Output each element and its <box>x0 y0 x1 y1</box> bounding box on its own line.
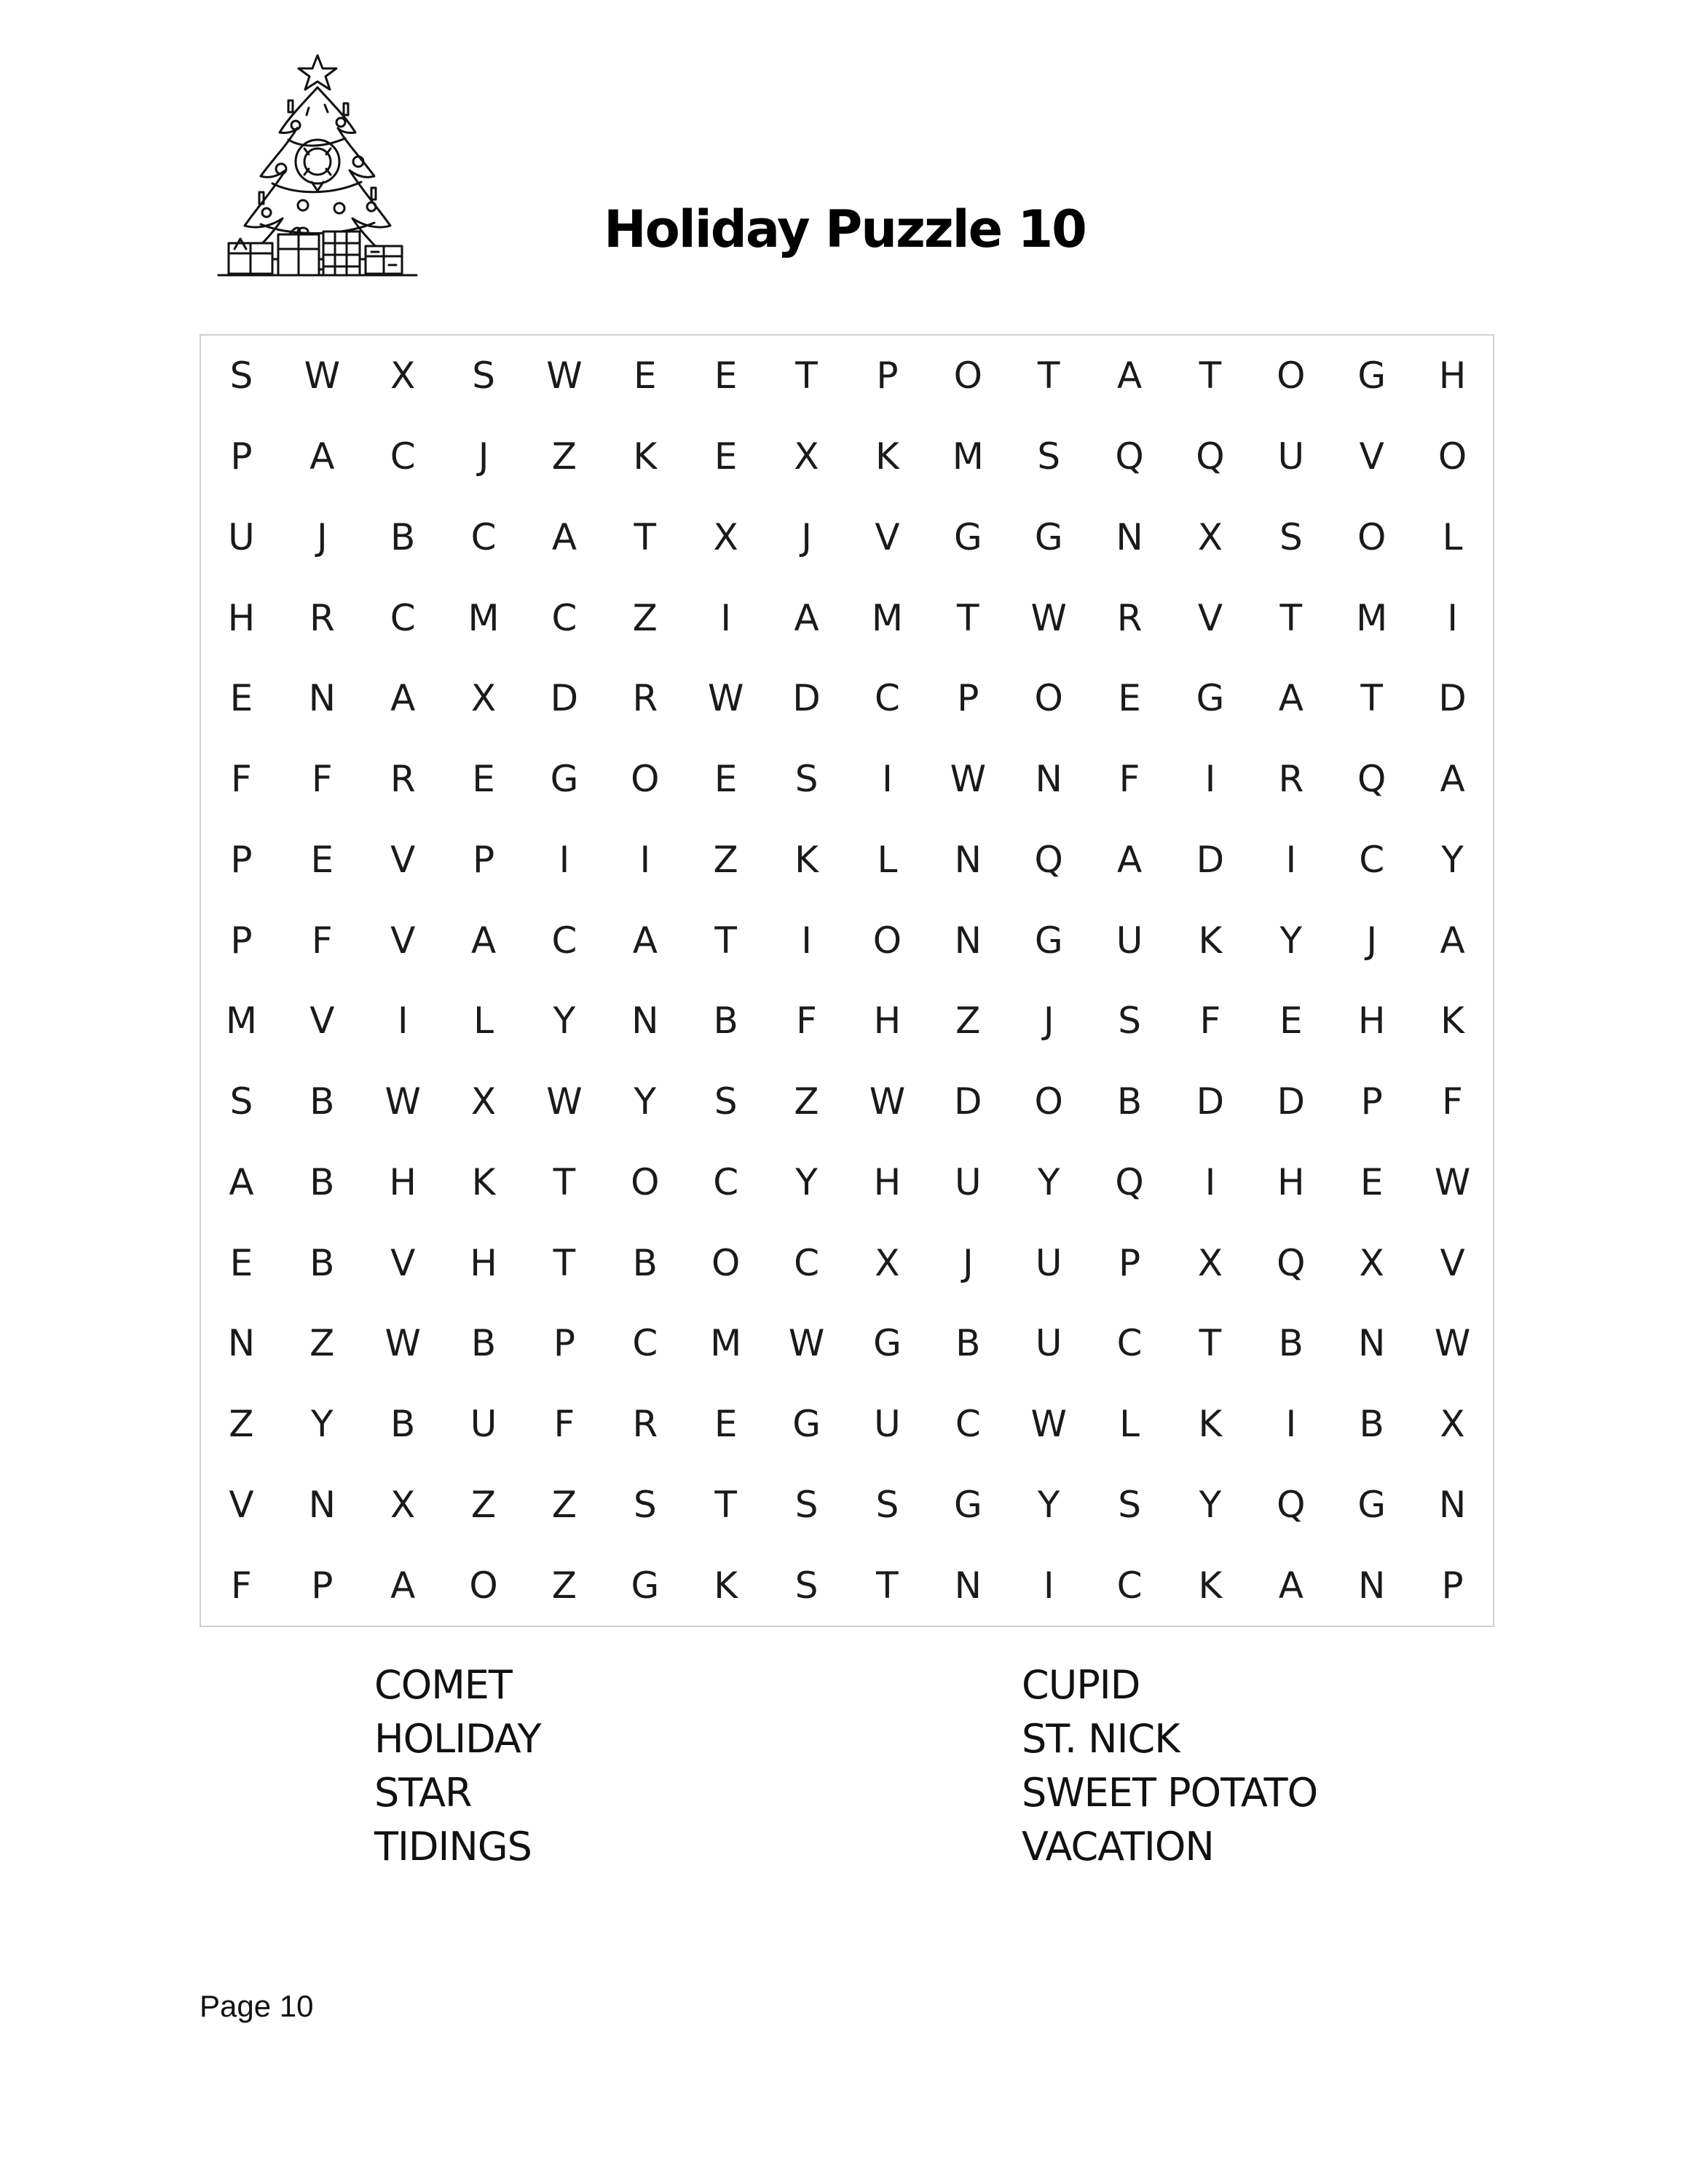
grid-cell[interactable]: N <box>1357 1322 1386 1365</box>
grid-cell[interactable]: L <box>877 838 898 881</box>
grid-cell[interactable]: H <box>1357 1000 1386 1042</box>
grid-cell[interactable]: U <box>1035 1322 1062 1365</box>
grid-cell[interactable]: S <box>794 758 819 801</box>
grid-cell[interactable]: B <box>1359 1403 1384 1446</box>
grid-cell[interactable]: F <box>231 1564 252 1607</box>
grid-cell[interactable]: C <box>1116 1322 1143 1365</box>
grid-cell[interactable]: O <box>1437 435 1467 478</box>
grid-cell[interactable]: T <box>1199 355 1222 397</box>
grid-cell[interactable]: F <box>231 758 252 801</box>
grid-cell[interactable]: B <box>309 1241 335 1284</box>
grid-cell[interactable]: W <box>1030 596 1067 639</box>
grid-cell[interactable]: R <box>632 1403 658 1446</box>
grid-cell[interactable]: B <box>309 1080 335 1123</box>
grid-cell[interactable]: X <box>1197 515 1223 558</box>
grid-cell[interactable]: S <box>229 1080 253 1123</box>
grid-cell[interactable]: I <box>1043 1564 1054 1607</box>
grid-cell[interactable]: Y <box>1037 1160 1060 1203</box>
grid-cell[interactable]: T <box>795 355 818 397</box>
grid-cell[interactable]: J <box>801 515 812 558</box>
grid-cell[interactable]: Y <box>553 1000 576 1042</box>
grid-cell[interactable]: F <box>311 919 333 962</box>
grid-cell[interactable]: C <box>390 435 416 478</box>
grid-cell[interactable]: M <box>1356 596 1388 639</box>
grid-cell[interactable]: G <box>1357 355 1387 397</box>
grid-cell[interactable]: X <box>1197 1241 1223 1284</box>
grid-cell[interactable]: K <box>633 435 658 478</box>
grid-cell[interactable]: K <box>1198 1403 1223 1446</box>
grid-cell[interactable]: G <box>1034 919 1063 962</box>
grid-cell[interactable]: A <box>390 1564 416 1607</box>
grid-cell[interactable]: V <box>309 1000 335 1042</box>
grid-cell[interactable]: L <box>473 1000 494 1042</box>
grid-cell[interactable]: N <box>954 919 982 962</box>
grid-cell[interactable]: K <box>471 1160 496 1203</box>
grid-cell[interactable]: A <box>229 1160 254 1203</box>
grid-cell[interactable]: K <box>875 435 899 478</box>
grid-cell[interactable]: S <box>714 1080 738 1123</box>
grid-cell[interactable]: J <box>962 1241 974 1284</box>
page-title: Holiday Puzzle 10 <box>604 199 1086 259</box>
grid-cell[interactable]: W <box>304 355 341 397</box>
grid-cell[interactable]: P <box>553 1322 576 1365</box>
grid-cell[interactable]: J <box>1043 1000 1054 1042</box>
grid-cell[interactable]: E <box>634 355 657 397</box>
grid-cell[interactable]: A <box>794 596 819 639</box>
grid-cell[interactable]: I <box>559 838 570 881</box>
grid-cell[interactable]: M <box>871 596 903 639</box>
grid-cell[interactable]: D <box>954 1080 982 1123</box>
grid-cell[interactable]: O <box>953 355 982 397</box>
grid-cell[interactable]: S <box>1037 435 1061 478</box>
grid-cell[interactable]: E <box>714 758 738 801</box>
grid-cell[interactable]: B <box>632 1241 658 1284</box>
grid-cell[interactable]: A <box>1116 355 1143 397</box>
grid-cell[interactable]: X <box>875 1241 900 1284</box>
grid-cell[interactable]: Y <box>1037 1483 1060 1526</box>
grid-cell[interactable]: Q <box>1196 435 1225 478</box>
grid-cell[interactable]: F <box>1442 1080 1463 1123</box>
grid-cell[interactable]: X <box>470 677 497 720</box>
grid-cell[interactable]: D <box>792 677 821 720</box>
grid-cell[interactable]: I <box>1285 1403 1297 1446</box>
word-list-right <box>1022 1658 1317 1874</box>
word-search-grid <box>200 334 1494 1627</box>
grid-cell[interactable]: I <box>882 758 893 801</box>
grid-cell[interactable]: O <box>469 1564 498 1607</box>
grid-cell[interactable]: W <box>546 1080 583 1123</box>
grid-cell[interactable]: N <box>954 838 982 881</box>
grid-cell[interactable]: V <box>1440 1241 1465 1284</box>
grid-cell[interactable]: Y <box>1441 838 1464 881</box>
grid-cell[interactable]: P <box>1118 1241 1141 1284</box>
grid-cell[interactable]: M <box>710 1322 742 1365</box>
grid-cell[interactable]: P <box>230 919 253 962</box>
grid-cell[interactable]: S <box>1279 515 1303 558</box>
grid-cell[interactable]: B <box>1116 1080 1143 1123</box>
grid-cell[interactable]: A <box>470 919 497 962</box>
grid-cell[interactable]: U <box>1116 919 1143 962</box>
grid-cell[interactable]: C <box>1359 838 1385 881</box>
grid-cell[interactable]: U <box>1035 1241 1062 1284</box>
grid-cell[interactable]: E <box>1279 1000 1303 1042</box>
grid-cell[interactable]: T <box>1037 355 1060 397</box>
grid-cell[interactable]: G <box>1357 1483 1387 1526</box>
grid-cell[interactable]: T <box>553 1241 576 1284</box>
grid-cell[interactable]: B <box>713 1000 738 1042</box>
grid-cell[interactable]: C <box>1116 1564 1143 1607</box>
grid-cell[interactable]: E <box>229 677 253 720</box>
grid-cell[interactable]: N <box>631 1000 659 1042</box>
grid-cell[interactable]: E <box>714 1403 738 1446</box>
grid-cell[interactable]: W <box>1030 1403 1067 1446</box>
grid-cell[interactable]: R <box>1116 596 1143 639</box>
grid-cell[interactable]: D <box>1196 838 1225 881</box>
grid-cell[interactable]: Z <box>551 1483 577 1526</box>
grid-cell[interactable]: O <box>872 919 902 962</box>
grid-cell[interactable]: W <box>788 1322 825 1365</box>
grid-cell[interactable]: V <box>390 919 416 962</box>
grid-cell[interactable]: F <box>1199 1000 1221 1042</box>
grid-cell[interactable]: D <box>1196 1080 1225 1123</box>
grid-cell[interactable]: Q <box>1115 1160 1144 1203</box>
grid-cell[interactable]: N <box>1357 1564 1386 1607</box>
grid-cell[interactable]: X <box>390 1483 416 1526</box>
grid-cell[interactable]: A <box>551 515 577 558</box>
grid-cell[interactable]: N <box>308 677 336 720</box>
grid-cell[interactable]: V <box>875 515 900 558</box>
grid-cell[interactable]: E <box>1118 677 1141 720</box>
grid-cell[interactable]: S <box>1118 1483 1141 1526</box>
grid-cell[interactable]: Q <box>1115 435 1144 478</box>
grid-cell[interactable]: W <box>1434 1160 1471 1203</box>
grid-cell[interactable]: J <box>478 435 489 478</box>
word-list-item: STAR <box>374 1770 472 1816</box>
grid-cell[interactable]: L <box>1442 515 1463 558</box>
grid-cell[interactable]: C <box>713 1160 739 1203</box>
grid-cell[interactable]: Z <box>632 596 658 639</box>
grid-cell[interactable]: B <box>1278 1322 1304 1365</box>
grid-cell[interactable]: S <box>633 1483 657 1526</box>
grid-cell[interactable]: X <box>794 435 819 478</box>
grid-cell[interactable]: C <box>551 919 577 962</box>
grid-cell[interactable]: T <box>876 1564 899 1607</box>
grid-cell[interactable]: W <box>1434 1322 1471 1365</box>
grid-cell[interactable]: T <box>1279 596 1303 639</box>
grid-cell[interactable]: W <box>384 1080 421 1123</box>
grid-cell[interactable]: A <box>390 677 416 720</box>
grid-cell[interactable]: I <box>720 596 732 639</box>
word-list-left <box>374 1658 541 1874</box>
grid-cell[interactable]: A <box>632 919 658 962</box>
grid-cell[interactable]: H <box>389 1160 417 1203</box>
grid-cell[interactable]: X <box>390 355 416 397</box>
grid-cell[interactable]: A <box>1278 1564 1304 1607</box>
grid-cell[interactable]: U <box>955 1160 982 1203</box>
grid-cell[interactable]: P <box>957 677 979 720</box>
grid-cell[interactable]: S <box>472 355 495 397</box>
grid-cell[interactable]: Y <box>311 1403 334 1446</box>
grid-cell[interactable]: V <box>229 1483 254 1526</box>
grid-cell[interactable]: T <box>957 596 979 639</box>
grid-cell[interactable]: I <box>639 838 651 881</box>
grid-cell[interactable]: B <box>955 1322 981 1365</box>
grid-cell[interactable]: W <box>384 1322 421 1365</box>
grid-cell[interactable]: N <box>1116 515 1143 558</box>
word-list-item: COMET <box>374 1662 512 1708</box>
grid-cell[interactable]: D <box>1438 677 1467 720</box>
grid-cell[interactable]: W <box>950 758 987 801</box>
grid-cell[interactable]: S <box>229 355 253 397</box>
grid-cell[interactable]: N <box>954 1564 982 1607</box>
grid-cell[interactable]: R <box>1278 758 1304 801</box>
grid-cell[interactable]: G <box>792 1403 821 1446</box>
grid-cell[interactable]: M <box>468 596 500 639</box>
grid-cell[interactable]: K <box>714 1564 738 1607</box>
grid-cell[interactable]: K <box>1198 919 1223 962</box>
grid-cell[interactable]: G <box>953 515 982 558</box>
grid-cell[interactable]: F <box>553 1403 575 1446</box>
grid-cell[interactable]: U <box>874 1403 901 1446</box>
grid-cell[interactable]: P <box>230 838 253 881</box>
grid-cell[interactable]: B <box>470 1322 497 1365</box>
grid-cell[interactable]: O <box>1034 677 1063 720</box>
grid-cell[interactable]: P <box>1360 1080 1383 1123</box>
grid-cell[interactable]: U <box>228 515 255 558</box>
grid-cell[interactable]: N <box>308 1483 336 1526</box>
grid-cell[interactable]: H <box>1438 355 1467 397</box>
grid-cell[interactable]: E <box>714 435 738 478</box>
grid-cell[interactable]: T <box>714 919 737 962</box>
grid-cell[interactable]: Q <box>1277 1241 1306 1284</box>
grid-cell[interactable]: T <box>634 515 657 558</box>
grid-cell[interactable]: O <box>1357 515 1387 558</box>
grid-cell[interactable]: Y <box>1279 919 1303 962</box>
grid-cell[interactable]: W <box>869 1080 906 1123</box>
grid-cell[interactable]: B <box>390 1403 416 1446</box>
grid-cell[interactable]: A <box>1116 838 1143 881</box>
grid-cell[interactable]: X <box>713 515 738 558</box>
grid-cell[interactable]: I <box>1285 838 1297 881</box>
grid-cell[interactable]: E <box>229 1241 253 1284</box>
grid-cell[interactable]: Y <box>795 1160 818 1203</box>
grid-cell[interactable]: G <box>1196 677 1225 720</box>
grid-cell[interactable]: R <box>632 677 658 720</box>
grid-cell[interactable]: H <box>1277 1160 1305 1203</box>
grid-cell[interactable]: W <box>546 355 583 397</box>
grid-cell[interactable]: O <box>711 1241 741 1284</box>
grid-cell[interactable]: X <box>1440 1403 1465 1446</box>
grid-cell[interactable]: S <box>875 1483 899 1526</box>
grid-cell[interactable]: T <box>1199 1322 1222 1365</box>
grid-cell[interactable]: M <box>225 1000 257 1042</box>
word-list-item: HOLIDAY <box>374 1716 541 1762</box>
grid-cell[interactable]: I <box>1204 758 1216 801</box>
grid-cell[interactable]: O <box>631 758 660 801</box>
grid-cell[interactable]: B <box>309 1160 335 1203</box>
grid-cell[interactable]: P <box>876 355 899 397</box>
grid-cell[interactable]: D <box>1277 1080 1306 1123</box>
grid-cell[interactable]: I <box>1204 1160 1216 1203</box>
grid-cell[interactable]: V <box>390 1241 416 1284</box>
grid-cell[interactable]: Z <box>470 1483 497 1526</box>
grid-cell[interactable]: H <box>227 596 256 639</box>
grid-cell[interactable]: E <box>310 838 334 881</box>
grid-cell[interactable]: Z <box>309 1322 335 1365</box>
grid-cell[interactable]: O <box>631 1160 660 1203</box>
word-list-item: CUPID <box>1022 1662 1140 1708</box>
grid-cell[interactable]: J <box>316 515 328 558</box>
grid-cell[interactable]: Z <box>551 435 577 478</box>
grid-cell[interactable]: N <box>1438 1483 1467 1526</box>
grid-cell[interactable]: A <box>1278 677 1304 720</box>
grid-cell[interactable]: X <box>1359 1241 1384 1284</box>
grid-cell[interactable]: Z <box>794 1080 819 1123</box>
grid-cell[interactable]: F <box>1119 758 1140 801</box>
grid-cell[interactable]: S <box>1118 1000 1141 1042</box>
grid-cell[interactable]: Z <box>551 1564 577 1607</box>
word-list-item: VACATION <box>1022 1824 1214 1870</box>
grid-cell[interactable]: Q <box>1034 838 1063 881</box>
grid-cell[interactable]: Z <box>955 1000 981 1042</box>
grid-cell[interactable]: F <box>796 1000 817 1042</box>
grid-cell[interactable]: Z <box>229 1403 254 1446</box>
grid-cell[interactable]: C <box>390 596 416 639</box>
grid-cell[interactable]: A <box>309 435 335 478</box>
grid-cell[interactable]: Z <box>713 838 738 881</box>
grid-cell[interactable]: H <box>873 1160 902 1203</box>
grid-cell[interactable]: S <box>794 1564 819 1607</box>
grid-cell[interactable]: A <box>1440 919 1465 962</box>
grid-cell[interactable]: G <box>953 1483 982 1526</box>
grid-cell[interactable]: K <box>794 838 819 881</box>
grid-cell[interactable]: O <box>1277 355 1306 397</box>
grid-cell[interactable]: E <box>472 758 495 801</box>
grid-cell[interactable]: H <box>873 1000 902 1042</box>
grid-cell[interactable]: U <box>1277 435 1305 478</box>
grid-cell[interactable]: V <box>1359 435 1384 478</box>
word-list-item: SWEET POTATO <box>1022 1770 1318 1816</box>
grid-cell[interactable]: V <box>1197 596 1223 639</box>
grid-cell[interactable]: Q <box>1357 758 1387 801</box>
grid-cell[interactable]: D <box>550 677 579 720</box>
grid-cell[interactable]: G <box>550 758 579 801</box>
grid-cell[interactable]: Y <box>634 1080 657 1123</box>
grid-cell[interactable]: Q <box>1277 1483 1306 1526</box>
grid-cell[interactable]: P <box>472 838 495 881</box>
grid-cell[interactable]: J <box>1366 919 1378 962</box>
grid-cell[interactable]: R <box>309 596 335 639</box>
grid-cell[interactable]: L <box>1119 1403 1140 1446</box>
grid-cell[interactable]: E <box>1360 1160 1384 1203</box>
grid-cell[interactable]: O <box>1034 1080 1063 1123</box>
grid-cell[interactable]: P <box>230 435 253 478</box>
grid-cell[interactable]: P <box>311 1564 334 1607</box>
grid-cell[interactable]: Y <box>1199 1483 1222 1526</box>
word-list-item: ST. NICK <box>1022 1716 1180 1762</box>
grid-cell[interactable]: T <box>1360 677 1383 720</box>
grid-cell[interactable]: G <box>1034 515 1063 558</box>
grid-cell[interactable]: N <box>1035 758 1062 801</box>
christmas-tree-icon <box>216 52 419 284</box>
grid-cell[interactable]: C <box>551 596 577 639</box>
grid-cell[interactable]: T <box>553 1160 576 1203</box>
word-list-item: TIDINGS <box>374 1824 532 1870</box>
grid-cell[interactable]: S <box>794 1483 819 1526</box>
grid-cell[interactable]: P <box>1441 1564 1464 1607</box>
grid-cell[interactable]: F <box>311 758 333 801</box>
grid-cell[interactable]: N <box>227 1322 256 1365</box>
grid-cell[interactable]: T <box>714 1483 737 1526</box>
grid-cell[interactable]: R <box>390 758 416 801</box>
grid-cell[interactable]: H <box>470 1241 497 1284</box>
grid-cell[interactable]: I <box>1447 596 1458 639</box>
grid-cell[interactable]: C <box>955 1403 981 1446</box>
grid-cell[interactable]: X <box>470 1080 497 1123</box>
grid-cell[interactable]: C <box>470 515 497 558</box>
grid-cell[interactable]: W <box>707 677 744 720</box>
grid-cell[interactable]: K <box>1440 1000 1464 1042</box>
page-number: Page 10 <box>200 1989 314 2023</box>
grid-cell[interactable]: C <box>632 1322 658 1365</box>
grid-cell[interactable]: U <box>470 1403 497 1446</box>
grid-cell[interactable]: A <box>1440 758 1465 801</box>
grid-cell[interactable]: E <box>714 355 738 397</box>
grid-cell[interactable]: G <box>631 1564 660 1607</box>
grid-cell[interactable]: M <box>952 435 984 478</box>
grid-cell[interactable]: G <box>873 1322 902 1365</box>
grid-cell[interactable]: K <box>1198 1564 1223 1607</box>
grid-cell[interactable]: I <box>397 1000 409 1042</box>
grid-cell[interactable]: B <box>390 515 416 558</box>
grid-cell[interactable]: I <box>801 919 812 962</box>
grid-cell[interactable]: C <box>874 677 900 720</box>
grid-cell[interactable]: C <box>794 1241 820 1284</box>
grid-cell[interactable]: V <box>390 838 416 881</box>
